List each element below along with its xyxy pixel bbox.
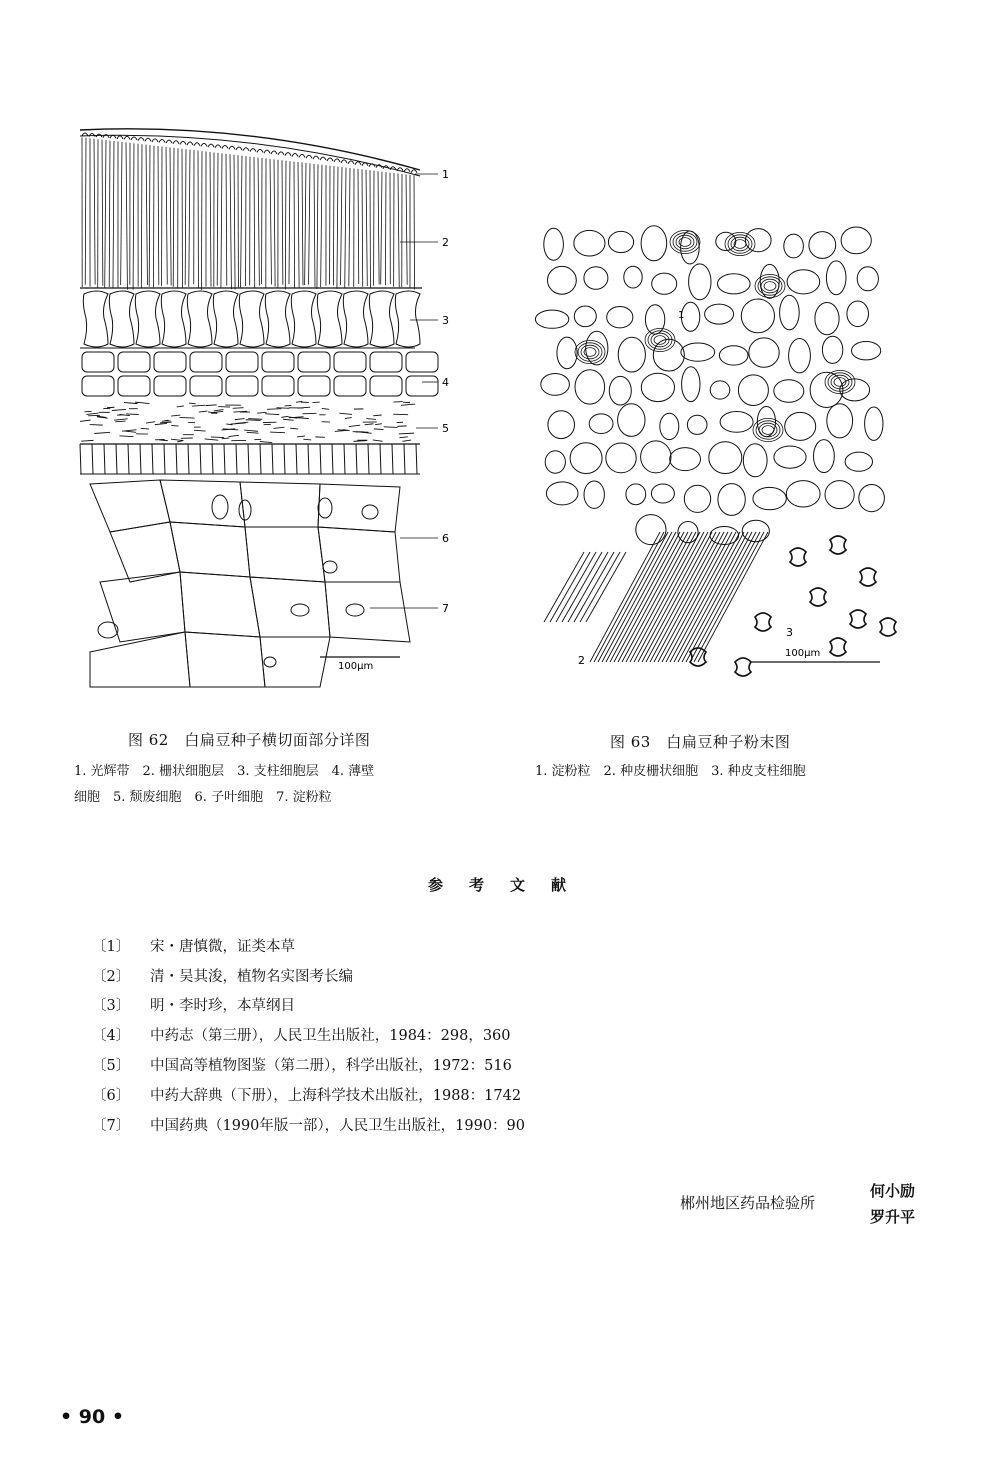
references-heading: 参考文献 (428, 876, 593, 894)
reference-number: 〔4〕 (92, 1028, 131, 1044)
fig62-label-1: 1 (442, 168, 449, 181)
reference-item (92, 1054, 512, 1075)
reference-item (92, 994, 295, 1015)
reference-item (92, 935, 295, 956)
figure-62-illustration (70, 112, 470, 692)
figure-62-legend-line1: 1. 光辉带 2. 栅状细胞层 3. 支柱细胞层 4. 薄壁 (74, 764, 375, 779)
reference-item (92, 1024, 511, 1045)
reference-number: 〔7〕 (92, 1118, 131, 1134)
fig62-label-5: 5 (442, 422, 449, 435)
reference-text: 中国高等植物图鉴（第二册），科学出版社，1972：516 (150, 1058, 512, 1074)
author-name: 何小励 (870, 1182, 916, 1200)
reference-text: 明・李时珍，本草纲目 (150, 998, 295, 1014)
figure-62-callouts (370, 174, 438, 608)
reference-text: 清・吴其浚，植物名实图考长编 (150, 969, 353, 985)
reference-number: 〔1〕 (92, 939, 131, 955)
page-number: • 90 • (60, 1406, 124, 1428)
reference-text: 中药大辞典（下册），上海科学技术出版社，1988：1742 (150, 1088, 522, 1104)
reference-text: 宋・唐慎微，证类本草 (150, 939, 295, 955)
reference-item (92, 965, 353, 986)
reference-number: 〔3〕 (92, 998, 131, 1014)
figure-63-illustration (530, 222, 900, 682)
fig62-label-2: 2 (442, 236, 449, 249)
figure-62-title: 图 62 白扁豆种子横切面部分详图 (128, 731, 371, 749)
figure-63-legend: 1. 淀粉粒 2. 种皮栅状细胞 3. 种皮支柱细胞 (535, 764, 806, 779)
fig63-scale-label: 100μm (785, 648, 821, 659)
reference-item (92, 1114, 525, 1135)
reference-number: 〔5〕 (92, 1058, 131, 1074)
institution: 郴州地区药品检验所 (680, 1194, 816, 1212)
fig63-label-3: 3 (786, 626, 793, 639)
reference-item (92, 1084, 521, 1105)
fig62-label-7: 7 (442, 602, 449, 615)
author-name: 罗升平 (870, 1208, 916, 1226)
reference-text: 中药志（第三册），人民卫生出版社，1984：298，360 (150, 1028, 511, 1044)
fig62-label-3: 3 (442, 314, 449, 327)
reference-number: 〔6〕 (92, 1088, 131, 1104)
fig62-scale-label: 100μm (338, 661, 374, 672)
fig62-label-4: 4 (442, 376, 449, 389)
fig63-label-1: 1 (678, 310, 685, 321)
figure-63-title: 图 63 白扁豆种子粉末图 (610, 733, 791, 751)
fig63-label-2: 2 (578, 654, 585, 667)
reference-text: 中国药典（1990年版一部），人民卫生出版社，1990：90 (150, 1118, 526, 1134)
reference-number: 〔2〕 (92, 969, 131, 985)
figure-62-legend-line2: 细胞 5. 颓废细胞 6. 子叶细胞 7. 淀粉粒 (74, 790, 332, 805)
fig62-label-6: 6 (442, 532, 449, 545)
